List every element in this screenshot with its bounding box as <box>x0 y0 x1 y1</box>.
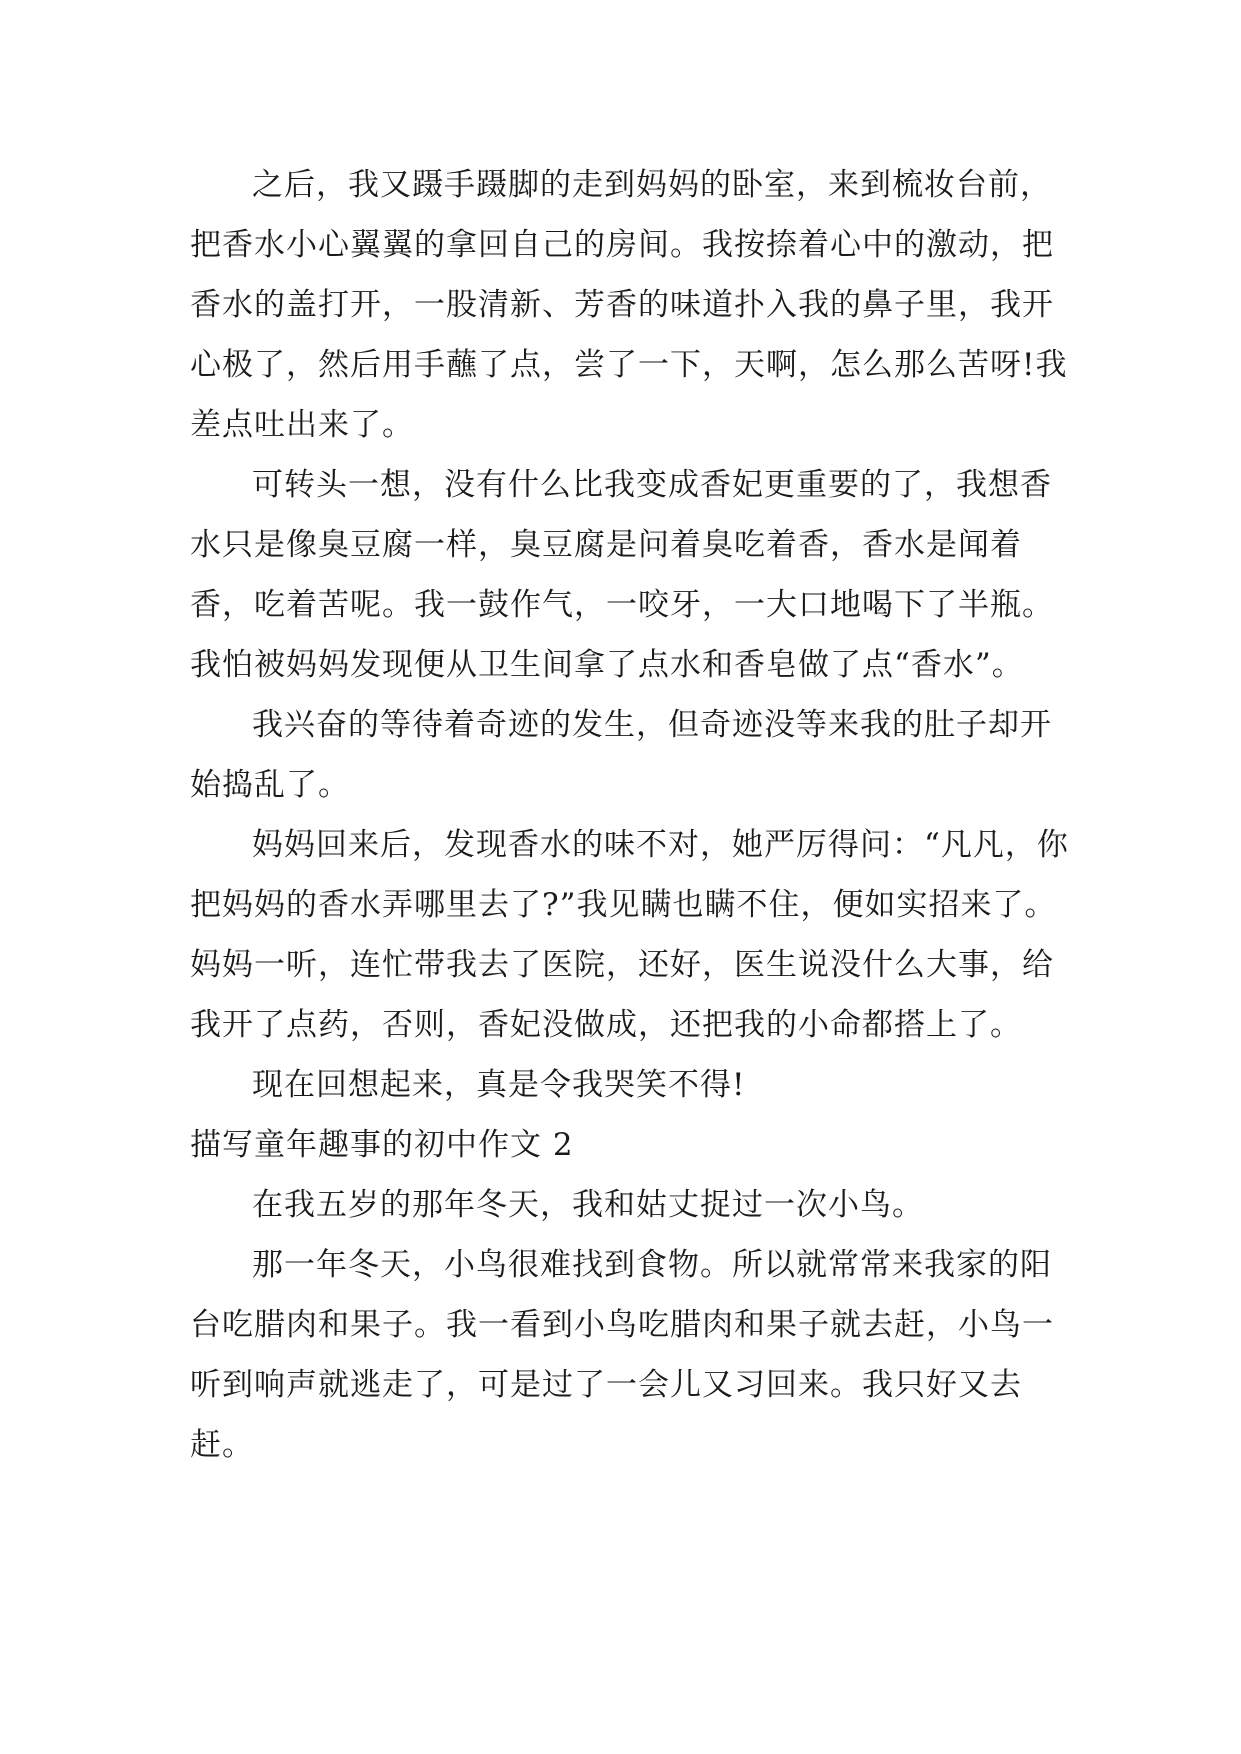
paragraph: 妈妈回来后，发现香水的味不对，她严厉得问：“凡凡，你把妈妈的香水弄哪里去了?”我见瞒也瞒不住，便如实招来了。妈妈一听，连忙带我去了医院，还好，医生说没什么大事，给我开了点药，否则，香妃没做成，还把我的小命都搭上了。 <box>190 827 1069 1043</box>
paragraph: 在我五岁的那年冬天，我和姑丈捉过一次小鸟。 <box>252 1187 924 1223</box>
paragraph: 之后，我又蹑手蹑脚的走到妈妈的卧室，来到梳妆台前，把香水小心翼翼的拿回自己的房间。我按捺着心中的激动，把香水的盖打开，一股清新、芳香的味道扑入我的鼻子里，我开心极了，然后用手蘸了点，尝了一下，天啊，怎么那么苦呀!我差点吐出来了。 <box>190 167 1068 443</box>
section-heading: 描写童年趣事的初中作文 2 <box>190 1127 574 1163</box>
paragraph: 可转头一想，没有什么比我变成香妃更重要的了，我想香水只是像臭豆腐一样，臭豆腐是问着臭吃着香，香水是闻着香，吃着苦呢。我一鼓作气，一咬牙，一大口地喝下了半瓶。我怕被妈妈发现便从卫生间拿了点水和香皂做了点“香水”。 <box>190 467 1054 683</box>
document-body <box>190 155 1070 1475</box>
paragraph: 那一年冬天，小鸟很难找到食物。所以就常常来我家的阳台吃腊肉和果子。我一看到小鸟吃腊肉和果子就去赶，小鸟一听到响声就逃走了，可是过了一会儿又习回来。我只好又去赶。 <box>190 1247 1054 1463</box>
paragraph: 现在回想起来，真是令我哭笑不得! <box>252 1067 746 1103</box>
paragraph: 我兴奋的等待着奇迹的发生，但奇迹没等来我的肚子却开始捣乱了。 <box>190 707 1052 803</box>
